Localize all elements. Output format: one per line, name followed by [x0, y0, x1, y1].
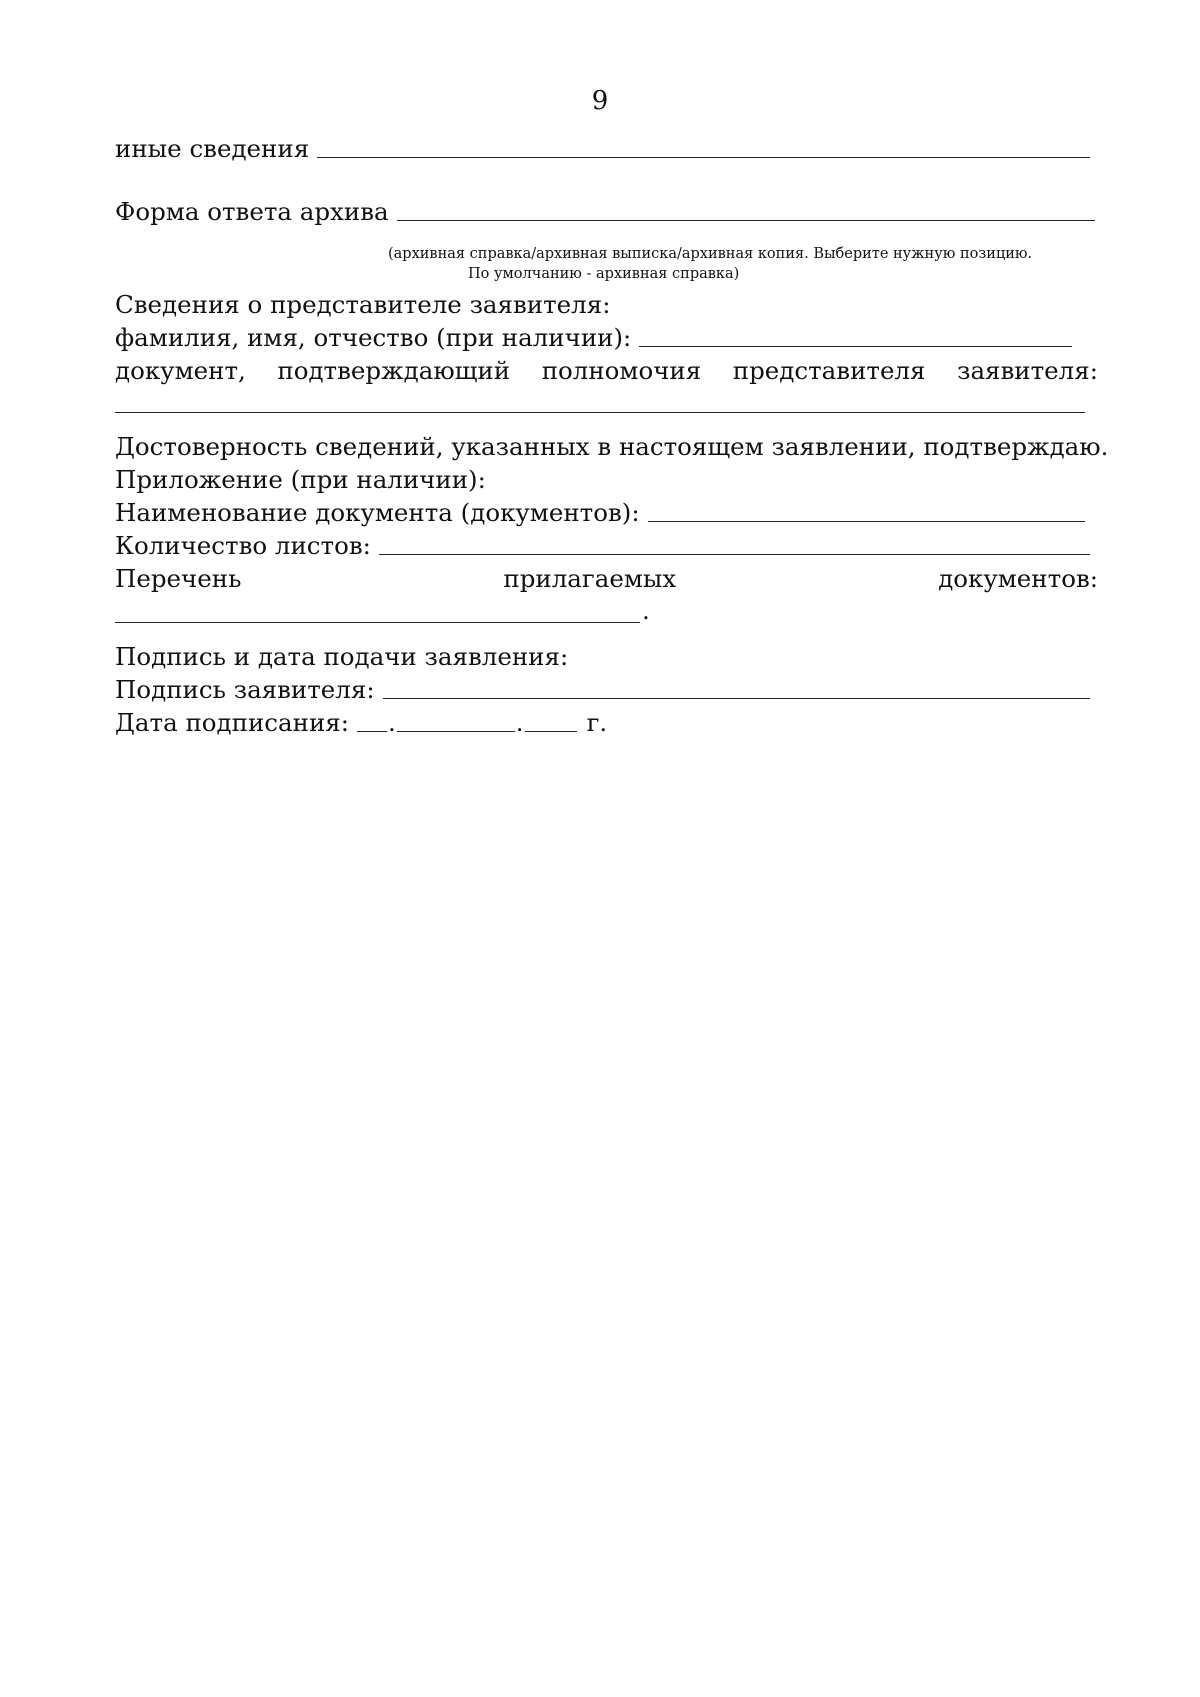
attached-list-end-dot: . [642, 596, 650, 625]
authority-doc-word: представителя [732, 356, 926, 385]
attachment-heading-row [115, 463, 1090, 495]
authority-doc-word: документ, [115, 356, 246, 385]
date-separator: . [388, 708, 396, 737]
date-year-field[interactable] [525, 731, 577, 732]
signature-field[interactable] [383, 698, 1090, 699]
representative-name-row [115, 321, 1072, 353]
sheets-field[interactable] [379, 554, 1090, 555]
authority-doc-field[interactable] [115, 412, 1085, 413]
sheets-row [115, 529, 1090, 561]
representative-heading: Сведения о представителе заявителя: [115, 290, 611, 319]
attached-list-field[interactable] [115, 622, 640, 623]
confirmation-text: Достоверность сведений, указанных в настоящем заявлении, подтверждаю. [115, 432, 1109, 461]
doc-name-label: Наименование документа (документов): [115, 498, 640, 527]
signing-date-row [115, 706, 1090, 738]
archive-form-hint-line1: (архивная справка/архивная выписка/архивная копия. Выберите нужную позицию. [388, 246, 1033, 262]
archive-form-field[interactable] [397, 220, 1095, 221]
signature-heading: Подпись и дата подачи заявления: [115, 642, 569, 671]
authority-doc-word: подтверждающий [277, 356, 511, 385]
attached-list-word: документов: [938, 564, 1098, 593]
signature-row [115, 673, 1090, 705]
date-day-field[interactable] [357, 731, 387, 732]
representative-heading-row [115, 288, 1090, 320]
confirmation-row [115, 430, 1115, 462]
page-number: 9 [591, 86, 609, 116]
attached-list-row [115, 562, 1098, 594]
attached-list-word: Перечень [115, 564, 242, 593]
other-info-field[interactable] [317, 157, 1090, 158]
signing-date-label: Дата подписания: [115, 708, 349, 737]
archive-form-row [115, 195, 1095, 227]
attachment-heading: Приложение (при наличии): [115, 465, 486, 494]
signature-heading-row [115, 640, 1090, 672]
representative-name-field[interactable] [639, 346, 1072, 347]
sheets-label: Количество листов: [115, 531, 371, 560]
year-suffix: г. [586, 708, 608, 737]
authority-doc-word: заявителя: [957, 356, 1098, 385]
representative-name-label: фамилия, имя, отчество (при наличии): [115, 323, 632, 352]
doc-name-row [115, 496, 1085, 528]
other-info-row [115, 132, 1090, 164]
date-separator: . [515, 708, 524, 737]
doc-name-field[interactable] [648, 521, 1085, 522]
authority-doc-word: полномочия [541, 356, 702, 385]
archive-form-label: Форма ответа архива [115, 197, 389, 226]
date-month-field[interactable] [397, 731, 515, 732]
attached-list-word: прилагаемых [503, 564, 677, 593]
other-info-label: иные сведения [115, 134, 310, 163]
archive-form-hint-line2: По умолчанию - архивная справка) [468, 266, 740, 282]
signature-label: Подпись заявителя: [115, 675, 375, 704]
authority-doc-row [115, 354, 1098, 386]
